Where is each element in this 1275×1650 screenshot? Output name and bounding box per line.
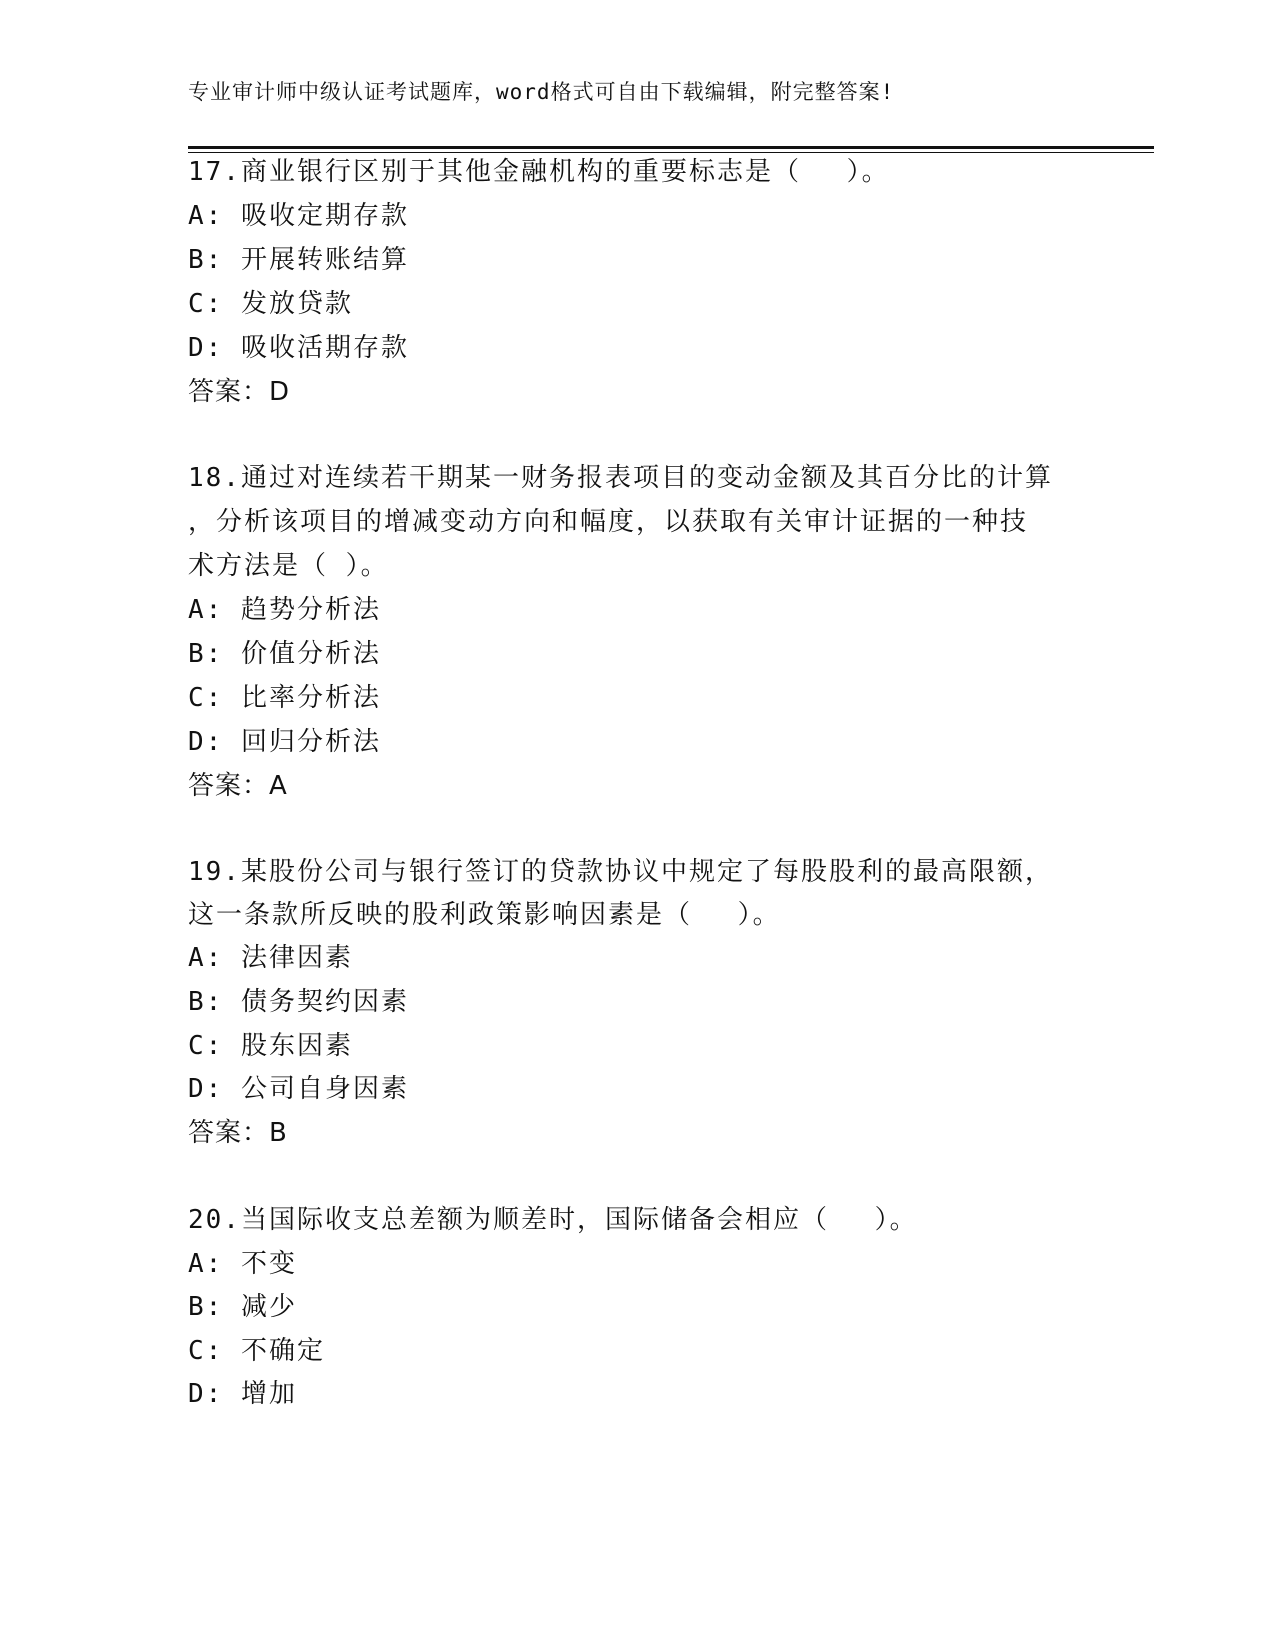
question-17-answer: 答案：D: [188, 377, 291, 407]
question-18-option-a: A: 趋势分析法: [188, 595, 381, 625]
question-19-answer: 答案：B: [188, 1118, 288, 1148]
question-18-stem-line-1: 18.通过对连续若干期某一财务报表项目的变动金额及其百分比的计算: [188, 463, 1053, 493]
question-18-answer: 答案：A: [188, 771, 288, 801]
question-17-option-c: C: 发放贷款: [188, 289, 353, 319]
question-19-stem-line-1: 19.某股份公司与银行签订的贷款协议中规定了每股股利的最高限额，: [188, 857, 1053, 887]
question-18-option-b: B: 价值分析法: [188, 639, 381, 669]
question-17-option-b: B: 开展转账结算: [188, 245, 409, 275]
question-18-stem-line-3: 术方法是（ ）。: [188, 551, 389, 581]
header-rule-thin: [188, 152, 1154, 153]
header-rule-thick: [188, 146, 1154, 149]
question-17-option-d: D: 吸收活期存款: [188, 333, 409, 363]
question-19-option-d: D: 公司自身因素: [188, 1074, 409, 1104]
question-20-option-a: A: 不变: [188, 1249, 297, 1279]
question-18-option-c: C: 比率分析法: [188, 683, 381, 713]
question-17-option-a: A: 吸收定期存款: [188, 201, 409, 231]
question-19-option-b: B: 债务契约因素: [188, 987, 409, 1017]
question-19-option-c: C: 股东因素: [188, 1031, 353, 1061]
page-header: 专业审计师中级认证考试题库，word格式可自由下载编辑，附完整答案!: [188, 80, 895, 104]
question-20-stem: 20.当国际收支总差额为顺差时，国际储备会相应（ ）。: [188, 1205, 918, 1235]
question-20-option-b: B: 减少: [188, 1292, 297, 1322]
question-19-stem-line-2: 这一条款所反映的股利政策影响因素是（ ）。: [188, 900, 781, 930]
question-18-option-d: D: 回归分析法: [188, 727, 381, 757]
question-17-stem: 17.商业银行区别于其他金融机构的重要标志是（ ）。: [188, 157, 890, 187]
question-18-stem-line-2: ，分析该项目的增减变动方向和幅度，以获取有关审计证据的一种技: [188, 507, 1029, 537]
question-20-option-d: D: 增加: [188, 1379, 297, 1409]
question-20-option-c: C: 不确定: [188, 1336, 325, 1366]
question-19-option-a: A: 法律因素: [188, 943, 353, 973]
